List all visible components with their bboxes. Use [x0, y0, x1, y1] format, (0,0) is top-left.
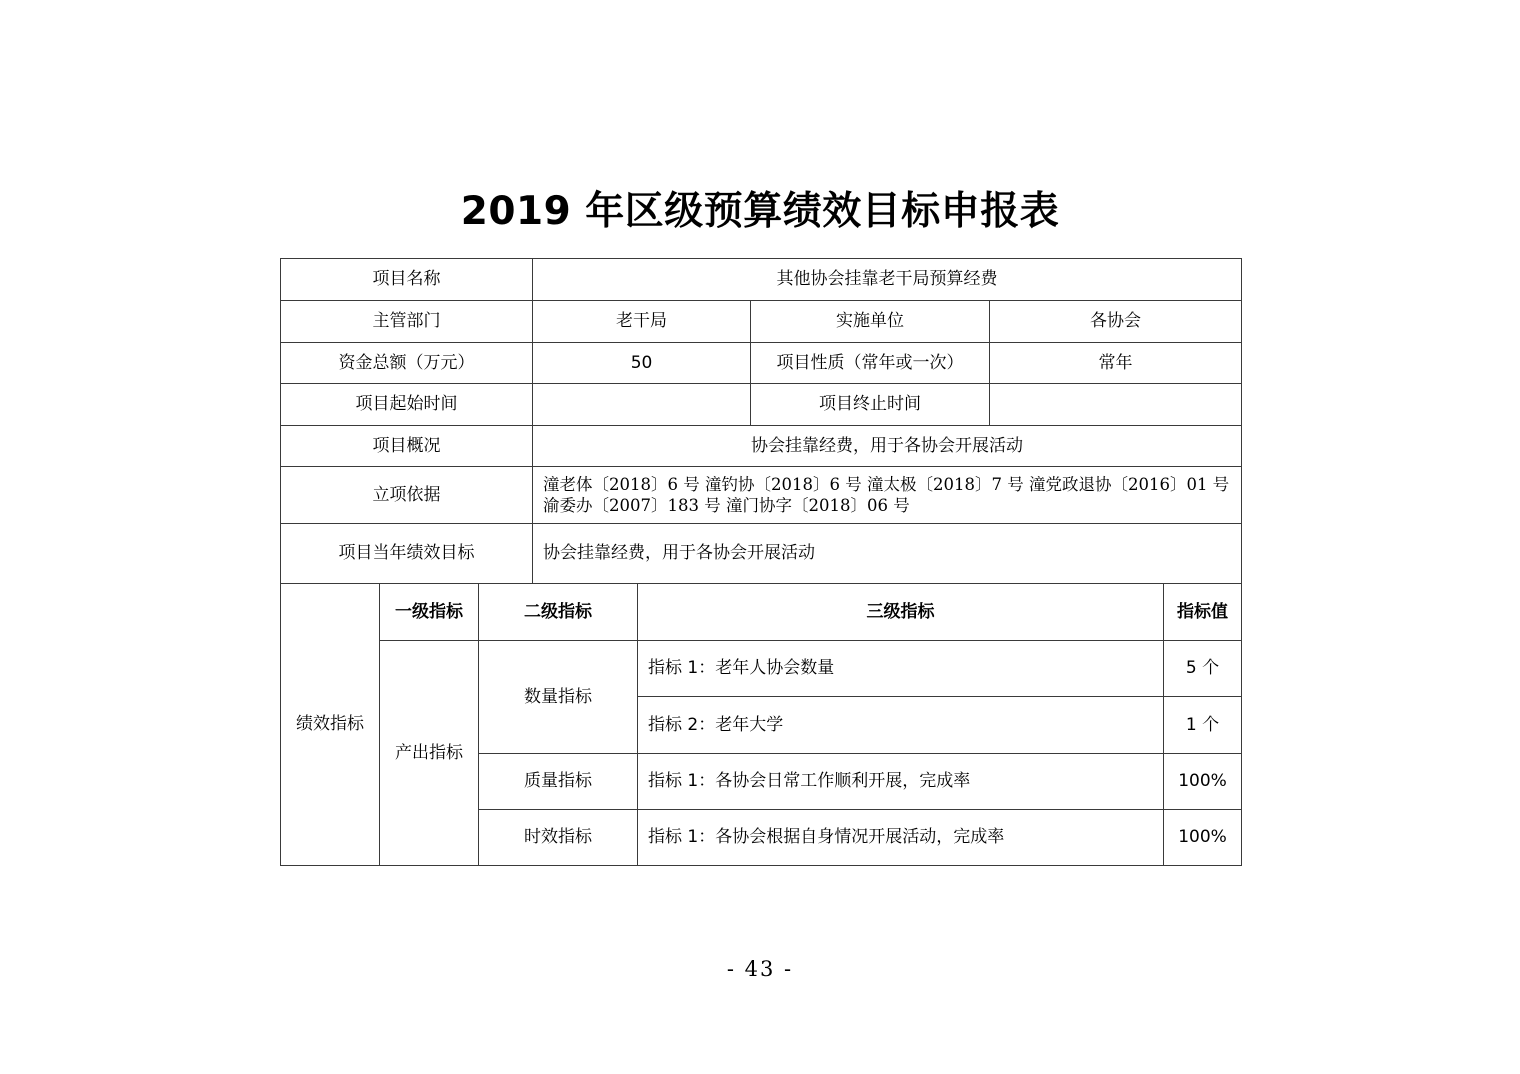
header-level2: 二级指标: [479, 584, 638, 641]
indicator-desc: 指标 1：各协会根据自身情况开展活动，完成率: [638, 810, 1164, 866]
goal-label: 项目当年绩效目标: [281, 524, 533, 584]
overview-value: 协会挂靠经费，用于各协会开展活动: [533, 426, 1242, 467]
row-timeframe: [281, 384, 1242, 426]
row-basis: [281, 467, 1242, 524]
row-goal: [281, 524, 1242, 584]
page-number: - 43 -: [726, 957, 794, 981]
indicator-desc: 指标 1：老年人协会数量: [638, 641, 1164, 697]
indicator-value: 100%: [1164, 754, 1242, 810]
project-nature-label: 项目性质（常年或一次）: [751, 343, 990, 384]
indicator-value: 5 个: [1164, 641, 1242, 697]
budget-performance-table: [280, 258, 1242, 866]
row-indicator-headers: [281, 584, 1242, 641]
project-name-label: 项目名称: [281, 259, 533, 301]
row-funding: [281, 343, 1242, 384]
overview-label: 项目概况: [281, 426, 533, 467]
basis-label: 立项依据: [281, 467, 533, 524]
department-label: 主管部门: [281, 301, 533, 343]
timeliness-indicators-label: 时效指标: [479, 810, 638, 866]
project-name-value: 其他协会挂靠老干局预算经费: [533, 259, 1242, 301]
start-time-value: [533, 384, 751, 426]
row-department: [281, 301, 1242, 343]
quality-indicators-label: 质量指标: [479, 754, 638, 810]
goal-value: 协会挂靠经费，用于各协会开展活动: [533, 524, 1242, 584]
row-project-name: [281, 259, 1242, 301]
department-value: 老干局: [533, 301, 751, 343]
header-value: 指标值: [1164, 584, 1242, 641]
implementing-unit-label: 实施单位: [751, 301, 990, 343]
header-level3: 三级指标: [638, 584, 1164, 641]
output-indicators-label: 产出指标: [380, 641, 479, 866]
header-level1: 一级指标: [380, 584, 479, 641]
end-time-value: [990, 384, 1242, 426]
implementing-unit-value: 各协会: [990, 301, 1242, 343]
indicator-value: 100%: [1164, 810, 1242, 866]
table-row: [281, 641, 1242, 697]
total-funds-value: 50: [533, 343, 751, 384]
row-overview: [281, 426, 1242, 467]
indicator-desc: 指标 2：老年大学: [638, 697, 1164, 754]
start-time-label: 项目起始时间: [281, 384, 533, 426]
total-funds-label: 资金总额（万元）: [281, 343, 533, 384]
indicator-value: 1 个: [1164, 697, 1242, 754]
end-time-label: 项目终止时间: [751, 384, 990, 426]
basis-value: 潼老体〔2018〕6 号 潼钓协〔2018〕6 号 潼太极〔2018〕7 号 潼党政退协〔2016〕01 号 渝委办〔2007〕183 号 潼门协字〔2018〕06 号: [533, 467, 1242, 524]
page-title: 2019 年区级预算绩效目标申报表: [460, 189, 1060, 234]
performance-indicators-label: 绩效指标: [281, 584, 380, 866]
indicator-desc: 指标 1：各协会日常工作顺利开展，完成率: [638, 754, 1164, 810]
project-nature-value: 常年: [990, 343, 1242, 384]
quantity-indicators-label: 数量指标: [479, 641, 638, 754]
